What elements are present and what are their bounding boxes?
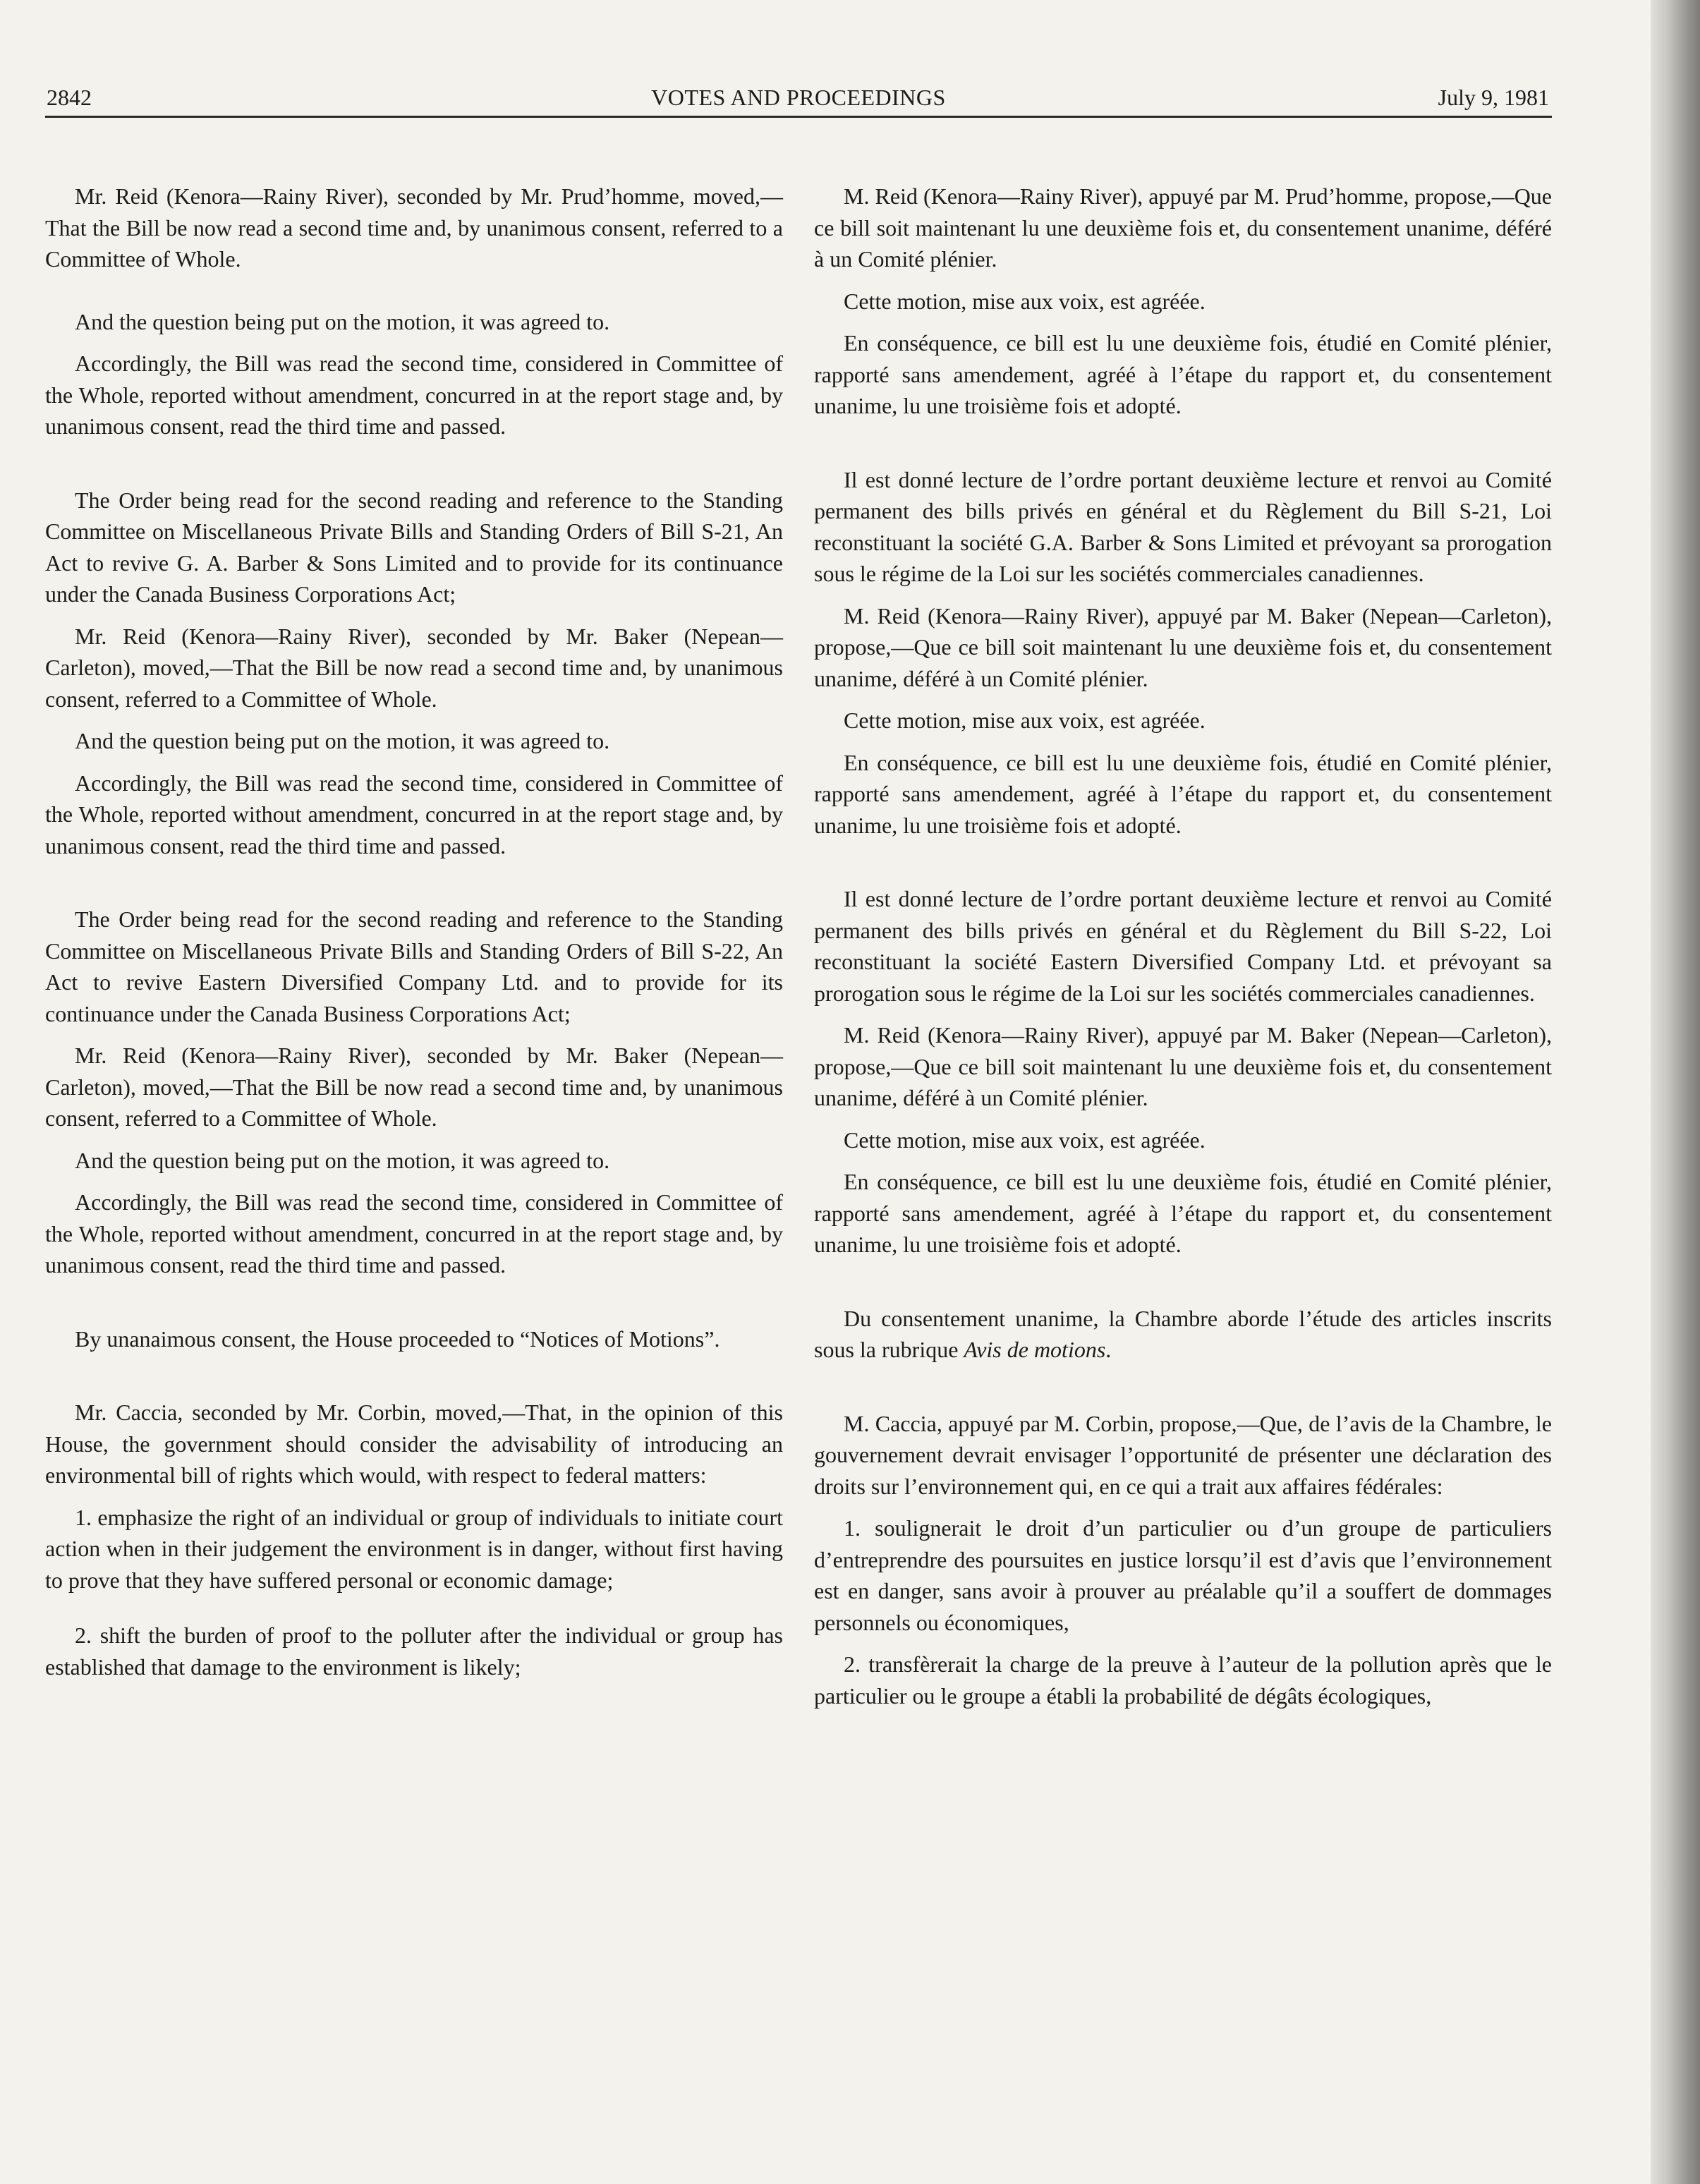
fr-paragraph: Cette motion, mise aux voix, est agréée. (844, 1127, 1206, 1153)
en-paragraph: And the question being put on the motion, it was agreed to. (75, 1147, 610, 1173)
en-list-item: 2. shift the burden of proof to the polluter after the individual or group has established that damage to the environment is likely; (45, 1622, 783, 1680)
header-title: VOTES AND PROCEEDINGS (651, 85, 946, 110)
en-paragraph: Mr. Reid (Kenora—Rainy River), seconded by Mr. Prud’homme, moved,—That the Bill be now read a second time and, by unanimous consent, referred to a Committee of Whole. (45, 183, 783, 272)
fr-paragraph: En conséquence, ce bill est lu une deuxième fois, étudié en Comité plénier, rapporté sans amendement, agréé à l’étape du rapport et, du consentement unanime, lu une troisième fois et adopté. (814, 749, 1552, 838)
fr-list-item: 1. soulignerait le droit d’un particulier ou d’un groupe de particuliers d’entreprendre des poursuites en justice lorsqu’il est d’avis que l’environnement est en danger, sans avoir à prouver au préalable qu’il a souffert de dommages personnels ou économiques, (814, 1515, 1552, 1635)
en-paragraph: And the question being put on the motion, it was agreed to. (75, 728, 610, 753)
fr-paragraph: M. Reid (Kenora—Rainy River), appuyé par M. Baker (Nepean—Carleton), propose,—Que ce bill soit maintenant lu une deuxième fois et, du consentement unanime, déféré à un Comité plénier. (814, 602, 1552, 691)
en-list-item: 1. emphasize the right of an individual or group of individuals to initiate court action when in their judgement the environment is in danger, without first having to prove that they have suffered personal or economic damage; (45, 1504, 783, 1593)
en-paragraph: Accordingly, the Bill was read the second time, considered in Committee of the Whole, reported without amendment, concurred in at the report stage and, by unanimous consent, read the third time and passed. (45, 770, 783, 859)
fr-text: Du consentement unanime, la Chambre aborde l’étude des articles inscrits sous la rubrique (814, 1305, 1552, 1362)
header-date: July 9, 1981 (1438, 85, 1549, 110)
en-paragraph: Accordingly, the Bill was read the second time, considered in Committee of the Whole, reported without amendment, concurred in at the report stage and, by unanimous consent, read the third time and passed. (45, 351, 783, 439)
fr-paragraph: En conséquence, ce bill est lu une deuxième fois, étudié en Comité plénier, rapporté sans amendement, agréé à l’étape du rapport et, du consentement unanime, lu une troisième fois et adopté. (814, 1169, 1552, 1257)
fr-list-item: 2. transfèrerait la charge de la preuve à l’auteur de la pollution après que le particulier ou le groupe a établi la probabilité de dégâts écologiques, (814, 1651, 1552, 1709)
fr-paragraph (814, 1303, 1552, 1366)
en-paragraph: The Order being read for the second reading and reference to the Standing Committee on Miscellaneous Private Bills and Standing Orders of Bill S-22, An Act to revive Eastern Diversified Company Ltd. and to provide for its continuance under the Canada Business Corporations Act; (45, 906, 783, 1026)
en-paragraph: Accordingly, the Bill was read the second time, considered in Committee of the Whole, reported without amendment, concurred in at the report stage and, by unanimous consent, read the third time and passed. (45, 1189, 783, 1278)
fr-paragraph: M. Caccia, appuyé par M. Corbin, propose,—Que, de l’avis de la Chambre, le gouvernement devrait envisager l’opportunité de présenter une déclaration des droits sur l’environnement qui, en ce qui a trait aux affaires fédérales: (814, 1410, 1552, 1499)
page-number: 2842 (47, 85, 92, 110)
fr-paragraph: Cette motion, mise aux voix, est agréée. (844, 708, 1206, 733)
fr-paragraph: Il est donné lecture de l’ordre portant deuxième lecture et renvoi au Comité permanent des bills privés en général et du Règlement du Bill S-22, Loi reconstituant la société Eastern Diversified Company Ltd. et prévoyant sa prorogation sous le régime de la Loi sur les sociétés commerciales canadiennes. (814, 886, 1552, 1006)
english-column (45, 181, 783, 1693)
running-header (45, 79, 1552, 118)
page-binding-edge (1651, 0, 1700, 2184)
en-paragraph: Mr. Caccia, seconded by Mr. Corbin, moved,—That, in the opinion of this House, the government should consider the advisability of introducing an environmental bill of rights which would, with respect to federal matters: (45, 1400, 783, 1488)
en-paragraph: And the question being put on the motion, it was agreed to. (75, 308, 610, 334)
en-paragraph: The Order being read for the second reading and reference to the Standing Committee on Miscellaneous Private Bills and Standing Orders of Bill S-21, An Act to revive G. A. Barber & Sons Limited and to provide for its continuance under the Canada Business Corporations Act; (45, 487, 783, 607)
fr-paragraph: M. Reid (Kenora—Rainy River), appuyé par M. Baker (Nepean—Carleton), propose,—Que ce bill soit maintenant lu une deuxième fois et, du consentement unanime, déféré à un Comité plénier. (814, 1022, 1552, 1110)
en-paragraph: By unanaimous consent, the House proceeded to “Notices of Motions”. (75, 1325, 720, 1352)
en-paragraph: Mr. Reid (Kenora—Rainy River), seconded by Mr. Baker (Nepean—Carleton), moved,—That the Bill be now read a second time and, by unanimous consent, referred to a Committee of Whole. (45, 1043, 783, 1131)
fr-text: . (1105, 1337, 1112, 1362)
en-paragraph: Mr. Reid (Kenora—Rainy River), seconded by Mr. Baker (Nepean—Carleton), moved,—That the Bill be now read a second time and, by unanimous consent, referred to a Committee of Whole. (45, 623, 783, 712)
fr-paragraph: M. Reid (Kenora—Rainy River), appuyé par M. Prud’homme, propose,—Que ce bill soit maintenant lu une deuxième fois et, du consentement unanime, déféré à un Comité plénier. (814, 183, 1552, 272)
french-column (814, 181, 1552, 1722)
fr-paragraph: Il est donné lecture de l’ordre portant deuxième lecture et renvoi au Comité permanent des bills privés en général et du Règlement du Bill S-21, Loi reconstituant la société G.A. Barber & Sons Limited et prévoyant sa prorogation sous le régime de la Loi sur les sociétés commerciales canadiennes. (814, 466, 1552, 586)
fr-paragraph: Cette motion, mise aux voix, est agréée. (844, 288, 1206, 314)
fr-paragraph: En conséquence, ce bill est lu une deuxième fois, étudié en Comité plénier, rapporté sans amendement, agréé à l’étape du rapport et, du consentement unanime, lu une troisième fois et adopté. (814, 330, 1552, 418)
fr-italic-rubric: Avis de motions (964, 1337, 1106, 1362)
